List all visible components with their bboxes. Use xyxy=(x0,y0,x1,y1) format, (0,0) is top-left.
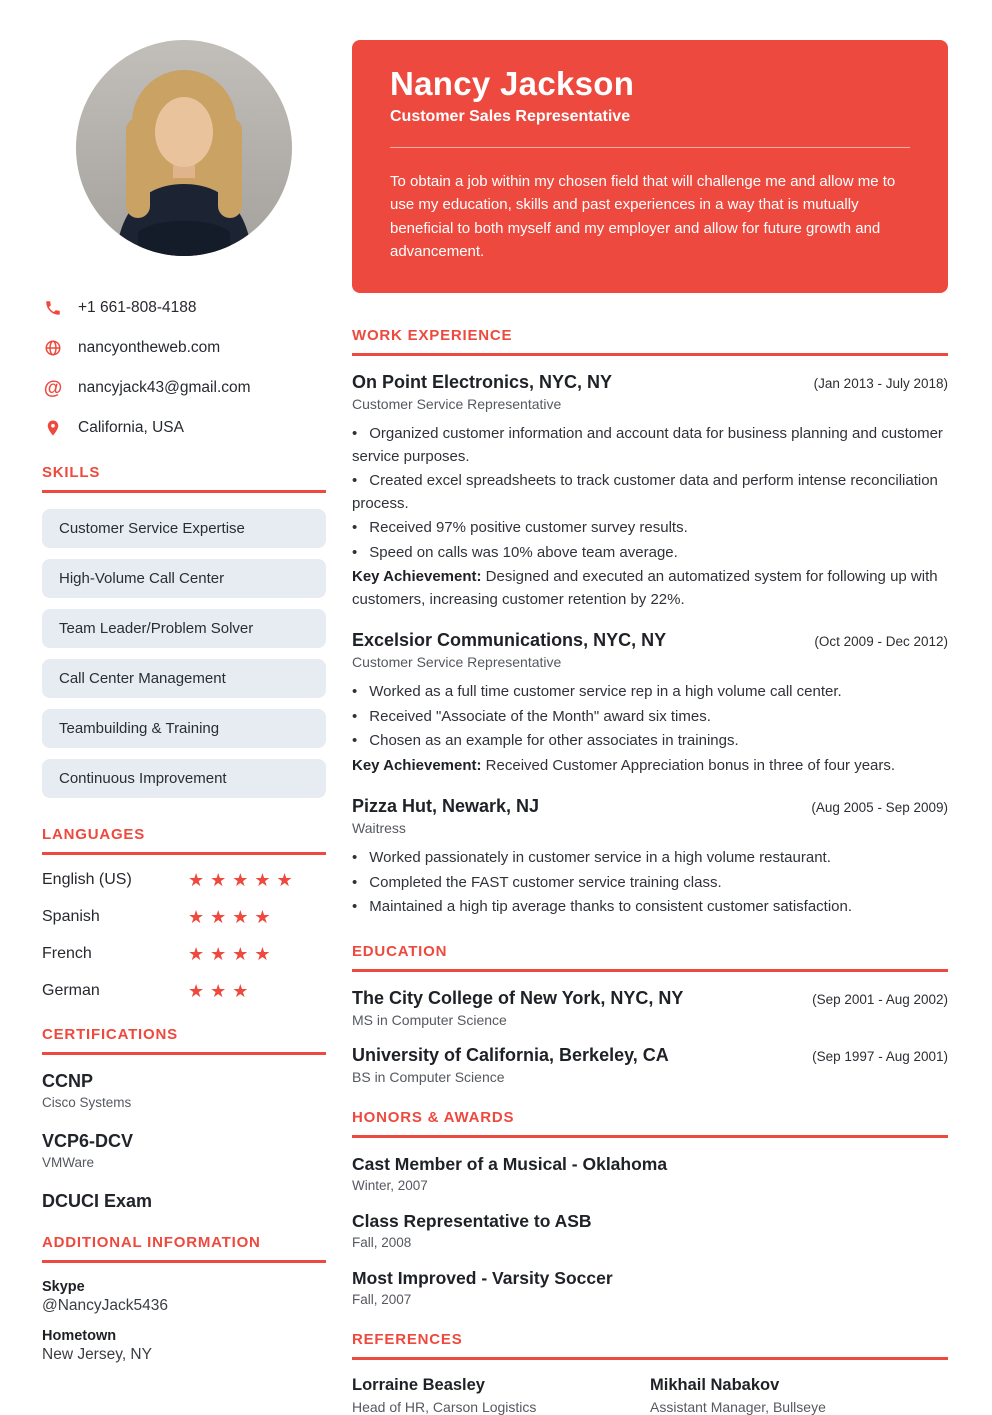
honor-date: Fall, 2007 xyxy=(352,1291,412,1307)
job-bullet xyxy=(352,872,948,895)
language-star-rating: ★★★★★ xyxy=(188,870,299,890)
website-url: nancyontheweb.com xyxy=(78,339,221,356)
honors-list xyxy=(352,1154,948,1307)
job-bullet-list xyxy=(352,423,948,564)
work-experience-section xyxy=(352,327,948,919)
certification-org: VMWare xyxy=(42,1155,95,1170)
profile-photo-illustration xyxy=(76,40,292,256)
candidate-title: Customer Sales Representative xyxy=(390,108,631,125)
certification-name: DCUCI Exam xyxy=(42,1191,153,1211)
bullet-dot: • xyxy=(352,472,358,489)
job-bullet-list xyxy=(352,681,948,753)
language-name: German xyxy=(42,982,100,999)
language-row xyxy=(42,871,326,889)
job-entry xyxy=(352,796,948,919)
additional-info-value: New Jersey, NY xyxy=(42,1346,152,1363)
language-row xyxy=(42,982,326,1000)
bullet-text: Speed on calls was 10% above team average. xyxy=(369,543,678,561)
job-header-row xyxy=(352,630,948,651)
education-school: The City College of New York, NYC, NY xyxy=(352,987,684,1008)
additional-info-list xyxy=(42,1279,326,1364)
reference-name: Lorraine Beasley xyxy=(352,1375,485,1394)
job-bullet xyxy=(352,542,948,565)
skill-pill: Customer Service Expertise xyxy=(42,509,326,548)
job-header-row xyxy=(352,796,948,817)
bullet-text: Maintained a high tip average thanks to consistent customer satisfaction. xyxy=(369,898,853,915)
job-bullet xyxy=(352,470,948,515)
bullet-text: Worked passionately in customer service in a high volume restaurant. xyxy=(369,849,831,866)
bullet-dot: • xyxy=(352,543,358,561)
education-school: University of California, Berkeley, CA xyxy=(352,1044,669,1065)
bullet-text: Chosen as an example for other associates in trainings. xyxy=(369,732,739,749)
education-title: EDUCATION xyxy=(352,943,948,972)
additional-info-label: Hometown xyxy=(42,1328,117,1344)
key-achievement-text: Designed and executed an automatized system for following up with customers, increasing customer retention by 22%. xyxy=(352,568,938,608)
honor-entry xyxy=(352,1154,948,1193)
bullet-text: Received 97% positive customer survey results. xyxy=(369,519,688,536)
bullet-text: Organized customer information and account data for business planning and customer service purposes. xyxy=(352,425,943,465)
references-title: REFERENCES xyxy=(352,1331,948,1360)
bullet-dot: • xyxy=(352,707,358,725)
references-section xyxy=(352,1331,948,1415)
reference-role: Assistant Manager, Bullseye xyxy=(650,1398,826,1415)
job-company: Pizza Hut, Newark, NJ xyxy=(352,796,540,816)
education-dates: (Sep 1997 - Aug 2001) xyxy=(812,1048,948,1064)
skills-list xyxy=(42,509,326,798)
key-achievement xyxy=(352,755,948,778)
contact-list xyxy=(42,298,326,438)
skill-pill: Call Center Management xyxy=(42,659,326,698)
location-text: California, USA xyxy=(78,419,184,436)
additional-info-section-title: ADDITIONAL INFORMATION xyxy=(42,1234,326,1263)
bullet-dot: • xyxy=(352,849,358,866)
job-header-row xyxy=(352,372,948,393)
certification-item xyxy=(42,1191,326,1212)
job-bullet-list xyxy=(352,847,948,919)
reference-role: Head of HR, Carson Logistics xyxy=(352,1398,537,1415)
bullet-text: Completed the FAST customer service training class. xyxy=(369,873,722,891)
resume-header xyxy=(352,40,948,293)
objective-text: To obtain a job within my chosen field that will challenge me and allow me to use my education, skills and past experiences in a way that is mutually beneficial to both myself and my employer and allow for future growth and advancement. xyxy=(390,173,896,260)
additional-info-label: Skype xyxy=(42,1279,85,1295)
languages-section-title: LANGUAGES xyxy=(42,826,326,855)
job-bullet xyxy=(352,896,948,919)
email-at-icon: @ xyxy=(43,377,63,399)
references-list xyxy=(352,1376,948,1415)
reference-entry xyxy=(352,1376,650,1415)
skills-section-title: SKILLS xyxy=(42,464,326,493)
key-achievement-label: Key Achievement: xyxy=(352,756,482,774)
contact-email xyxy=(42,378,326,398)
education-entry xyxy=(352,1045,948,1085)
certification-item xyxy=(42,1071,326,1110)
additional-info-item xyxy=(42,1279,326,1315)
bullet-dot: • xyxy=(352,519,358,536)
education-entry xyxy=(352,988,948,1028)
main-column xyxy=(352,40,948,1415)
skill-pill: Teambuilding & Training xyxy=(42,709,326,748)
profile-photo xyxy=(76,40,292,256)
bullet-dot: • xyxy=(352,683,358,700)
job-company: On Point Electronics, NYC, NY xyxy=(352,372,613,392)
honor-entry xyxy=(352,1211,948,1250)
job-dates: (Aug 2005 - Sep 2009) xyxy=(811,800,948,815)
job-bullet xyxy=(352,847,948,870)
certifications-list xyxy=(42,1071,326,1212)
location-pin-icon xyxy=(42,418,64,438)
job-role: Customer Service Representative xyxy=(352,396,562,412)
additional-info-value: @NancyJack5436 xyxy=(42,1297,169,1314)
language-star-rating: ★★★★ xyxy=(188,907,277,927)
skill-pill: Team Leader/Problem Solver xyxy=(42,609,326,648)
language-row xyxy=(42,945,326,963)
education-section xyxy=(352,943,948,1085)
key-achievement xyxy=(352,566,948,611)
education-list xyxy=(352,988,948,1085)
certification-item xyxy=(42,1131,326,1170)
certification-name: VCP6-DCV xyxy=(42,1131,134,1151)
language-name: Spanish xyxy=(42,908,100,925)
languages-list xyxy=(42,871,326,1000)
honor-name: Most Improved - Varsity Soccer xyxy=(352,1267,613,1288)
job-company: Excelsior Communications, NYC, NY xyxy=(352,630,667,650)
header-divider xyxy=(390,147,910,148)
certification-name: CCNP xyxy=(42,1071,94,1091)
work-experience-title: WORK EXPERIENCE xyxy=(352,327,948,356)
honor-name: Cast Member of a Musical - Oklahoma xyxy=(352,1153,668,1174)
certifications-section-title: CERTIFICATIONS xyxy=(42,1026,326,1055)
bullet-text: Created excel spreadsheets to track customer data and perform intense reconciliation process. xyxy=(352,472,938,512)
honors-section xyxy=(352,1109,948,1307)
bullet-dot: • xyxy=(352,732,358,749)
job-role: Customer Service Representative xyxy=(352,654,562,670)
bullet-text: Worked as a full time customer service rep in a high volume call center. xyxy=(369,683,842,700)
skill-pill: Continuous Improvement xyxy=(42,759,326,798)
education-header-row xyxy=(352,988,948,1009)
skill-pill: High-Volume Call Center xyxy=(42,559,326,598)
key-achievement-text: Received Customer Appreciation bonus in three of four years. xyxy=(485,756,896,774)
job-bullet xyxy=(352,517,948,540)
job-dates: (Jan 2013 - July 2018) xyxy=(813,376,948,391)
honor-date: Winter, 2007 xyxy=(352,1177,428,1193)
education-degree: BS in Computer Science xyxy=(352,1068,505,1085)
candidate-name: Nancy Jackson xyxy=(390,65,635,102)
key-achievement-label: Key Achievement: xyxy=(352,568,482,585)
job-bullet xyxy=(352,706,948,729)
education-header-row xyxy=(352,1045,948,1066)
phone-number: +1 661-808-4188 xyxy=(78,299,197,316)
reference-name: Mikhail Nabakov xyxy=(650,1375,780,1394)
education-degree: MS in Computer Science xyxy=(352,1011,507,1028)
language-star-rating: ★★★★ xyxy=(188,944,277,964)
education-dates: (Sep 2001 - Aug 2002) xyxy=(812,991,948,1007)
language-name: English (US) xyxy=(42,871,132,888)
contact-phone xyxy=(42,298,326,318)
language-name: French xyxy=(42,945,92,962)
bullet-dot: • xyxy=(352,425,358,442)
bullet-text: Received "Associate of the Month" award six times. xyxy=(369,707,711,725)
phone-icon xyxy=(42,298,64,318)
job-role: Waitress xyxy=(352,820,406,836)
honor-date: Fall, 2008 xyxy=(352,1234,412,1250)
globe-icon xyxy=(42,338,64,358)
job-dates: (Oct 2009 - Dec 2012) xyxy=(814,634,948,649)
language-row xyxy=(42,908,326,926)
additional-info-item xyxy=(42,1328,326,1364)
honors-title: HONORS & AWARDS xyxy=(352,1109,948,1138)
contact-website xyxy=(42,338,326,358)
honor-name: Class Representative to ASB xyxy=(352,1210,592,1231)
job-bullet xyxy=(352,730,948,753)
contact-location xyxy=(42,418,326,438)
bullet-dot: • xyxy=(352,898,358,915)
bullet-dot: • xyxy=(352,873,358,891)
job-entry xyxy=(352,630,948,777)
email-address: nancyjack43@gmail.com xyxy=(78,379,251,396)
certification-org: Cisco Systems xyxy=(42,1095,132,1110)
honor-entry xyxy=(352,1268,948,1307)
job-list xyxy=(352,372,948,919)
sidebar xyxy=(42,40,326,1404)
reference-entry xyxy=(650,1376,948,1415)
job-bullet xyxy=(352,681,948,704)
job-bullet xyxy=(352,423,948,468)
job-entry xyxy=(352,372,948,611)
language-star-rating: ★★★ xyxy=(188,981,255,1001)
